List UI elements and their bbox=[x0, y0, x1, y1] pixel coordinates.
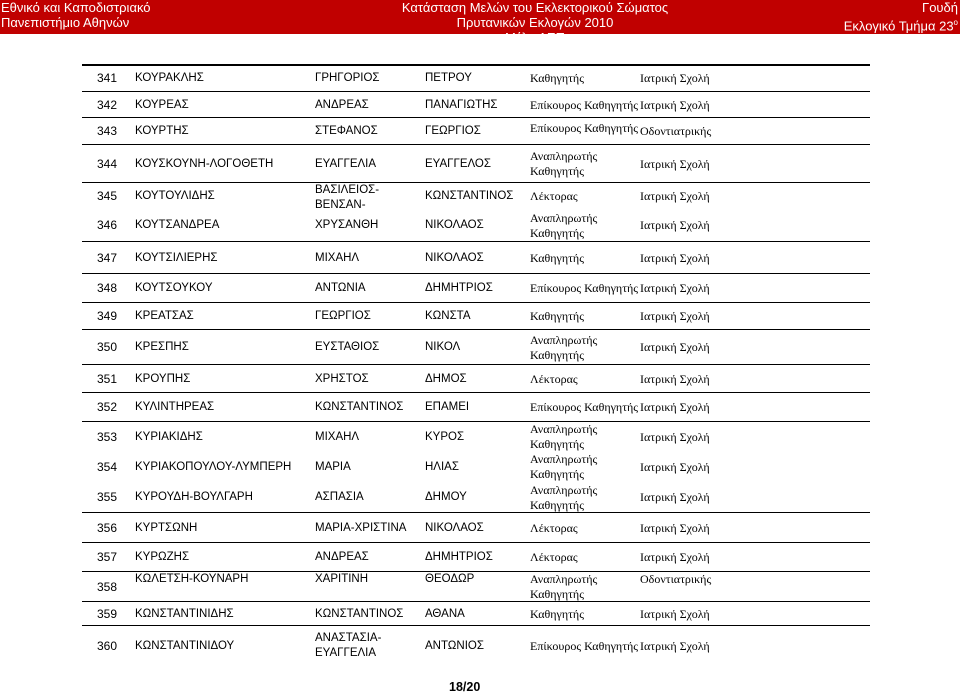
member-number: 352 bbox=[97, 400, 118, 414]
location-name: Γουδή bbox=[922, 0, 958, 15]
table-row bbox=[0, 626, 960, 666]
member-school: Ιατρική Σχολή bbox=[640, 98, 710, 112]
member-school: Ιατρική Σχολή bbox=[640, 218, 710, 232]
member-first-name: ΜΑΡΙΑ-ΧΡΙΣΤΙΝΑ bbox=[315, 522, 407, 534]
member-surname: ΚΡΟΥΠΗΣ bbox=[135, 373, 191, 385]
member-surname: ΚΟΥΡΤΗΣ bbox=[135, 125, 189, 137]
member-rank: Αναπληρωτής bbox=[530, 572, 598, 586]
member-first-name: ΚΩΝΣΤΑΝΤΙΝΟΣ bbox=[315, 608, 404, 620]
member-first-name: ΧΡΗΣΤΟΣ bbox=[315, 373, 369, 385]
member-number: 341 bbox=[97, 71, 118, 85]
member-father-name: ΕΠΑΜΕΙ bbox=[425, 401, 470, 413]
member-first-name: ΕΥΣΤΑΘΙΟΣ bbox=[315, 341, 380, 353]
member-surname: ΚΟΥΤΣΟΥΚΟΥ bbox=[135, 282, 213, 294]
member-first-name: ΧΑΡΙΤΙΝΗ bbox=[315, 573, 369, 585]
member-school: Ιατρική Σχολή bbox=[640, 340, 710, 354]
table-row bbox=[0, 543, 960, 572]
member-rank: Αναπληρωτής bbox=[530, 211, 598, 225]
member-rank-cont: Καθηγητής bbox=[530, 467, 584, 481]
table-row bbox=[0, 393, 960, 422]
member-first-name: ΜΙΧΑΗΛ bbox=[315, 252, 360, 264]
member-surname: ΚΥΡΩΖΗΣ bbox=[135, 551, 190, 563]
document-title bbox=[370, 0, 700, 45]
member-rank: Αναπληρωτής bbox=[530, 422, 598, 436]
member-surname: ΚΥΡΙΑΚΙΔΗΣ bbox=[135, 431, 203, 443]
member-first-name: ΕΥΑΓΓΕΛΙΑ bbox=[315, 158, 377, 170]
member-first-name: ΑΣΠΑΣΙΑ bbox=[315, 491, 364, 503]
member-number: 344 bbox=[97, 157, 118, 171]
member-father-name: ΕΥΑΓΓΕΛΟΣ bbox=[425, 158, 491, 170]
member-number: 349 bbox=[97, 309, 118, 323]
member-school: Ιατρική Σχολή bbox=[640, 251, 710, 265]
document-subtitle: Μέλη ΔΕΠ bbox=[505, 30, 565, 45]
member-father-name: ΓΕΩΡΓΙΟΣ bbox=[425, 125, 481, 137]
member-father-name: ΝΙΚΟΛΑΟΣ bbox=[425, 522, 484, 534]
member-surname: ΚΥΛΙΝΤΗΡΕΑΣ bbox=[135, 401, 215, 413]
member-first-name: ΧΡΥΣΑΝΘΗ bbox=[315, 219, 379, 231]
member-father-name: ΠΕΤΡΟΥ bbox=[425, 72, 472, 84]
member-rank: Επίκουρος Καθηγητής bbox=[530, 121, 639, 135]
polling-section-ordinal: ο bbox=[953, 18, 958, 27]
member-number: 343 bbox=[97, 124, 118, 138]
member-school: Ιατρική Σχολή bbox=[640, 71, 710, 85]
member-school: Ιατρική Σχολή bbox=[640, 639, 710, 653]
member-first-name: ΒΑΣΙΛΕΙΟΣ- bbox=[315, 184, 380, 196]
member-school: Ιατρική Σχολή bbox=[640, 372, 710, 386]
member-first-name: ΜΑΡΙΑ bbox=[315, 461, 351, 473]
member-number: 345 bbox=[97, 189, 118, 203]
document-title-line1: Κατάσταση Μελών του Εκλεκτορικού Σώματος Πρυτανικών Εκλογών 2010 bbox=[401, 0, 669, 30]
university-name bbox=[1, 0, 151, 30]
member-father-name: ΔΗΜΟΥ bbox=[425, 491, 467, 503]
member-father-name: ΑΘΑΝΑ bbox=[425, 608, 465, 620]
member-father-name: ΘΕΟΔΩΡ bbox=[425, 573, 475, 585]
table-row bbox=[0, 242, 960, 274]
member-father-name: ΚΩΝΣΤΑΝΤΙΝΟΣ bbox=[425, 190, 514, 202]
member-first-name: ΜΙΧΑΗΛ bbox=[315, 431, 360, 443]
member-first-name: ΑΝΔΡΕΑΣ bbox=[315, 99, 369, 111]
table-row bbox=[0, 118, 960, 144]
member-surname: ΚΥΡΙΑΚΟΠΟΥΛΟΥ-ΛΥΜΠΕΡΗ bbox=[135, 461, 292, 473]
member-father-name: ΗΛΙΑΣ bbox=[425, 461, 459, 473]
member-rank: Αναπληρωτής bbox=[530, 333, 598, 347]
member-surname: ΚΩΝΣΤΑΝΤΙΝΙΔΗΣ bbox=[135, 608, 234, 620]
member-rank-cont: Καθηγητής bbox=[530, 348, 584, 362]
table-row bbox=[0, 330, 960, 365]
table-row bbox=[0, 145, 960, 183]
member-rank: Λέκτορας bbox=[530, 372, 578, 386]
member-school: Ιατρική Σχολή bbox=[640, 490, 710, 504]
member-rank: Καθηγητής bbox=[530, 251, 584, 265]
member-surname: ΚΟΥΤΟΥΛΙΔΗΣ bbox=[135, 190, 215, 202]
member-school: Ιατρική Σχολή bbox=[640, 157, 710, 171]
member-school: Ιατρική Σχολή bbox=[640, 400, 710, 414]
member-rank-cont: Καθηγητής bbox=[530, 226, 584, 240]
member-father-name: ΠΑΝΑΓΙΩΤΗΣ bbox=[425, 99, 498, 111]
member-rank: Επίκουρος Καθηγητής bbox=[530, 281, 639, 295]
member-father-name: ΔΗΜΗΤΡΙΟΣ bbox=[425, 551, 493, 563]
member-surname: ΚΟΥΤΣΑΝΔΡΕΑ bbox=[135, 219, 220, 231]
member-number: 358 bbox=[97, 580, 118, 594]
member-rank: Καθηγητής bbox=[530, 607, 584, 621]
member-surname: ΚΡΕΑΤΣΑΣ bbox=[135, 310, 194, 322]
member-rank: Αναπληρωτής bbox=[530, 483, 598, 497]
member-number: 353 bbox=[97, 430, 118, 444]
member-surname: ΚΟΥΣΚΟΥΝΗ-ΛΟΓΟΘΕΤΗ bbox=[135, 158, 274, 170]
member-number: 355 bbox=[97, 490, 118, 504]
member-number: 351 bbox=[97, 372, 118, 386]
member-rank: Λέκτορας bbox=[530, 521, 578, 535]
member-father-name: ΔΗΜΟΣ bbox=[425, 373, 467, 385]
polling-location bbox=[844, 0, 958, 33]
member-surname: ΚΡΕΣΠΗΣ bbox=[135, 341, 189, 353]
member-first-name: ΑΝΤΩΝΙΑ bbox=[315, 282, 366, 294]
member-school: Ιατρική Σχολή bbox=[640, 607, 710, 621]
polling-section bbox=[844, 15, 958, 33]
table-row bbox=[0, 274, 960, 303]
member-number: 347 bbox=[97, 251, 118, 265]
member-rank: Λέκτορας bbox=[530, 550, 578, 564]
member-first-name: ΑΝΔΡΕΑΣ bbox=[315, 551, 369, 563]
table-row bbox=[0, 572, 960, 602]
member-number: 350 bbox=[97, 340, 118, 354]
member-father-name: ΝΙΚΟΛΑΟΣ bbox=[425, 219, 484, 231]
table-row bbox=[0, 303, 960, 330]
member-rank: Καθηγητής bbox=[530, 71, 584, 85]
member-first-name: ΓΡΗΓΟΡΙΟΣ bbox=[315, 72, 380, 84]
member-school: Οδοντιατρικής bbox=[640, 124, 712, 138]
member-surname: ΚΥΡΟΥΔΗ-ΒΟΥΛΓΑΡΗ bbox=[135, 491, 253, 503]
member-school: Ιατρική Σχολή bbox=[640, 521, 710, 535]
member-number: 357 bbox=[97, 550, 118, 564]
member-father-name: ΚΩΝΣΤΑ bbox=[425, 310, 471, 322]
member-father-name: ΝΙΚΟΛ bbox=[425, 341, 461, 353]
table-row bbox=[0, 209, 960, 242]
table-row bbox=[0, 65, 960, 91]
member-first-name-cont: ΒΕΝΣΑΝ- bbox=[315, 199, 366, 211]
university-name-line2: Πανεπιστήμιο Αθηνών bbox=[1, 15, 130, 30]
member-surname: ΚΟΥΤΣΙΛΙΕΡΗΣ bbox=[135, 252, 218, 264]
member-rank: Λέκτορας bbox=[530, 189, 578, 203]
member-rank: Επίκουρος Καθηγητής bbox=[530, 639, 639, 653]
member-number: 346 bbox=[97, 218, 118, 232]
member-rank: Επίκουρος Καθηγητής bbox=[530, 400, 639, 414]
table-row bbox=[0, 482, 960, 513]
table-row bbox=[0, 513, 960, 543]
member-number: 354 bbox=[97, 460, 118, 474]
member-school: Ιατρική Σχολή bbox=[640, 550, 710, 564]
member-school: Οδοντιατρικής bbox=[640, 572, 712, 586]
member-number: 342 bbox=[97, 98, 118, 112]
member-school: Ιατρική Σχολή bbox=[640, 189, 710, 203]
member-school: Ιατρική Σχολή bbox=[640, 281, 710, 295]
member-father-name: ΑΝΤΩΝΙΟΣ bbox=[425, 640, 484, 652]
member-surname: ΚΟΥΡΕΑΣ bbox=[135, 99, 189, 111]
member-rank: Καθηγητής bbox=[530, 309, 584, 323]
member-father-name: ΔΗΜΗΤΡΙΟΣ bbox=[425, 282, 493, 294]
member-surname: ΚΥΡΤΣΩΝΗ bbox=[135, 522, 198, 534]
university-name-line1: Εθνικό και Καποδιστριακό bbox=[1, 0, 151, 15]
member-number: 359 bbox=[97, 607, 118, 621]
member-surname: ΚΟΥΡΑΚΛΗΣ bbox=[135, 72, 204, 84]
table-row bbox=[0, 183, 960, 209]
table-row bbox=[0, 602, 960, 626]
member-rank: Επίκουρος Καθηγητής bbox=[530, 98, 639, 112]
member-rank-cont: Καθηγητής bbox=[530, 437, 584, 451]
member-first-name: ΑΝΑΣΤΑΣΙΑ- bbox=[315, 632, 382, 644]
member-rank-cont: Καθηγητής bbox=[530, 587, 584, 601]
member-first-name: ΣΤΕΦΑΝΟΣ bbox=[315, 125, 378, 137]
member-rank: Αναπληρωτής bbox=[530, 452, 598, 466]
member-number: 348 bbox=[97, 281, 118, 295]
polling-section-label: Εκλογικό Τμήμα 23 bbox=[843, 18, 954, 34]
member-father-name: ΚΥΡΟΣ bbox=[425, 431, 465, 443]
member-surname: ΚΩΛΕΤΣΗ-ΚΟΥΝΑΡΗ bbox=[135, 573, 249, 585]
page-header bbox=[0, 0, 960, 45]
member-rank: Αναπληρωτής bbox=[530, 149, 598, 163]
member-number: 360 bbox=[97, 639, 118, 653]
table-row bbox=[0, 422, 960, 452]
member-first-name: ΚΩΝΣΤΑΝΤΙΝΟΣ bbox=[315, 401, 404, 413]
member-school: Ιατρική Σχολή bbox=[640, 460, 710, 474]
page-number: 18/20 bbox=[449, 680, 481, 694]
member-number: 356 bbox=[97, 521, 118, 535]
member-first-name: ΓΕΩΡΓΙΟΣ bbox=[315, 310, 371, 322]
member-rank-cont: Καθηγητής bbox=[530, 164, 584, 178]
member-surname: ΚΩΝΣΤΑΝΤΙΝΙΔΟΥ bbox=[135, 640, 235, 652]
member-first-name-cont: ΕΥΑΓΓΕΛΙΑ bbox=[315, 647, 377, 659]
member-school: Ιατρική Σχολή bbox=[640, 430, 710, 444]
table-row bbox=[0, 365, 960, 393]
table-row bbox=[0, 92, 960, 118]
member-school: Ιατρική Σχολή bbox=[640, 309, 710, 323]
member-rank-cont: Καθηγητής bbox=[530, 498, 584, 512]
table-row bbox=[0, 452, 960, 482]
member-father-name: ΝΙΚΟΛΑΟΣ bbox=[425, 252, 484, 264]
